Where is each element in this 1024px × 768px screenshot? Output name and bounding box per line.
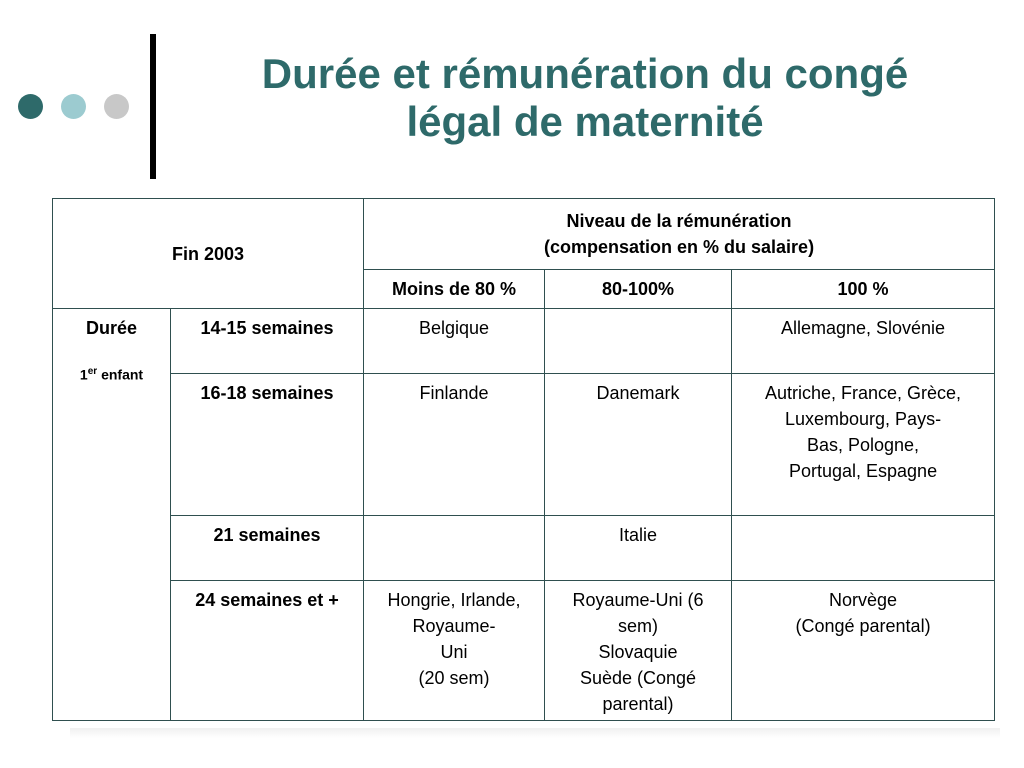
cell-24-80-100 <box>545 581 732 721</box>
slide-title-line-2: légal de maternité <box>406 98 764 145</box>
first-child-number: 1 <box>79 366 88 383</box>
cell-21-less-80 <box>364 516 545 581</box>
cell-line: Autriche, France, Grèce, <box>764 383 962 403</box>
cell-14-15-80-100 <box>545 309 732 374</box>
cell-line: Uni <box>440 642 468 662</box>
cell-line: Royaume- <box>412 616 496 636</box>
table-shadow <box>70 728 1000 738</box>
duration-row-header <box>53 309 171 721</box>
cell-14-15-less-80 <box>364 309 545 374</box>
table-row <box>53 374 995 516</box>
row-label-24-plus: 24 semaines et + <box>171 581 364 721</box>
cell-line: (20 sem) <box>418 668 490 688</box>
first-child-text: enfant <box>101 366 144 383</box>
first-child-label <box>59 363 164 384</box>
cell-24-100 <box>732 581 995 721</box>
table-row <box>53 516 995 581</box>
row-label-14-15: 14-15 semaines <box>171 309 364 374</box>
remuneration-group-header <box>364 199 995 270</box>
slide-title <box>170 50 1000 146</box>
cell-line: Portugal, Espagne <box>788 461 938 481</box>
first-child-suffix: er <box>87 366 98 377</box>
cell-line: Allemagne, Slovénie <box>780 318 946 338</box>
cell-line: Norvège <box>829 590 898 610</box>
row-label-16-18: 16-18 semaines <box>171 374 364 516</box>
column-header-less-80: Moins de 80 % <box>364 270 545 309</box>
cell-16-18-80-100 <box>545 374 732 516</box>
cell-line: Suède (Congé <box>579 668 697 688</box>
slide-title-line-1: Durée et rémunération du congé <box>261 50 909 97</box>
cell-line: Luxembourg, Pays- <box>784 409 942 429</box>
cell-line: sem) <box>618 616 659 636</box>
cell-line: Hongrie, Irlande, <box>387 590 521 610</box>
decor-dot-2 <box>61 94 86 119</box>
decor-dot-3 <box>104 94 129 119</box>
cell-line: parental) <box>602 694 674 714</box>
duration-label: Durée <box>85 318 138 338</box>
decor-dot-1 <box>18 94 43 119</box>
cell-line: Royaume-Uni (6 <box>572 590 704 610</box>
cell-line: Slovaquie <box>598 642 678 662</box>
cell-line: Belgique <box>418 318 490 338</box>
column-header-80-100: 80-100% <box>545 270 732 309</box>
table-corner-header: Fin 2003 <box>53 199 364 309</box>
cell-line: (Congé parental) <box>795 616 931 636</box>
cell-line: Finlande <box>419 383 489 403</box>
cell-line: Bas, Pologne, <box>806 435 920 455</box>
cell-16-18-100 <box>732 374 995 516</box>
cell-21-100 <box>732 516 995 581</box>
table-row <box>53 309 995 374</box>
remuneration-header-line-1: Niveau de la rémunération <box>566 211 792 231</box>
cell-24-less-80 <box>364 581 545 721</box>
cell-line: Italie <box>619 525 658 545</box>
decor-vertical-bar <box>150 34 156 179</box>
table-row <box>53 581 995 721</box>
maternity-leave-table <box>52 198 995 721</box>
column-header-100: 100 % <box>732 270 995 309</box>
cell-16-18-less-80 <box>364 374 545 516</box>
row-label-21: 21 semaines <box>171 516 364 581</box>
remuneration-header-line-2: (compensation en % du salaire) <box>544 237 815 257</box>
cell-14-15-100 <box>732 309 995 374</box>
cell-21-80-100 <box>545 516 732 581</box>
cell-line: Danemark <box>596 383 680 403</box>
